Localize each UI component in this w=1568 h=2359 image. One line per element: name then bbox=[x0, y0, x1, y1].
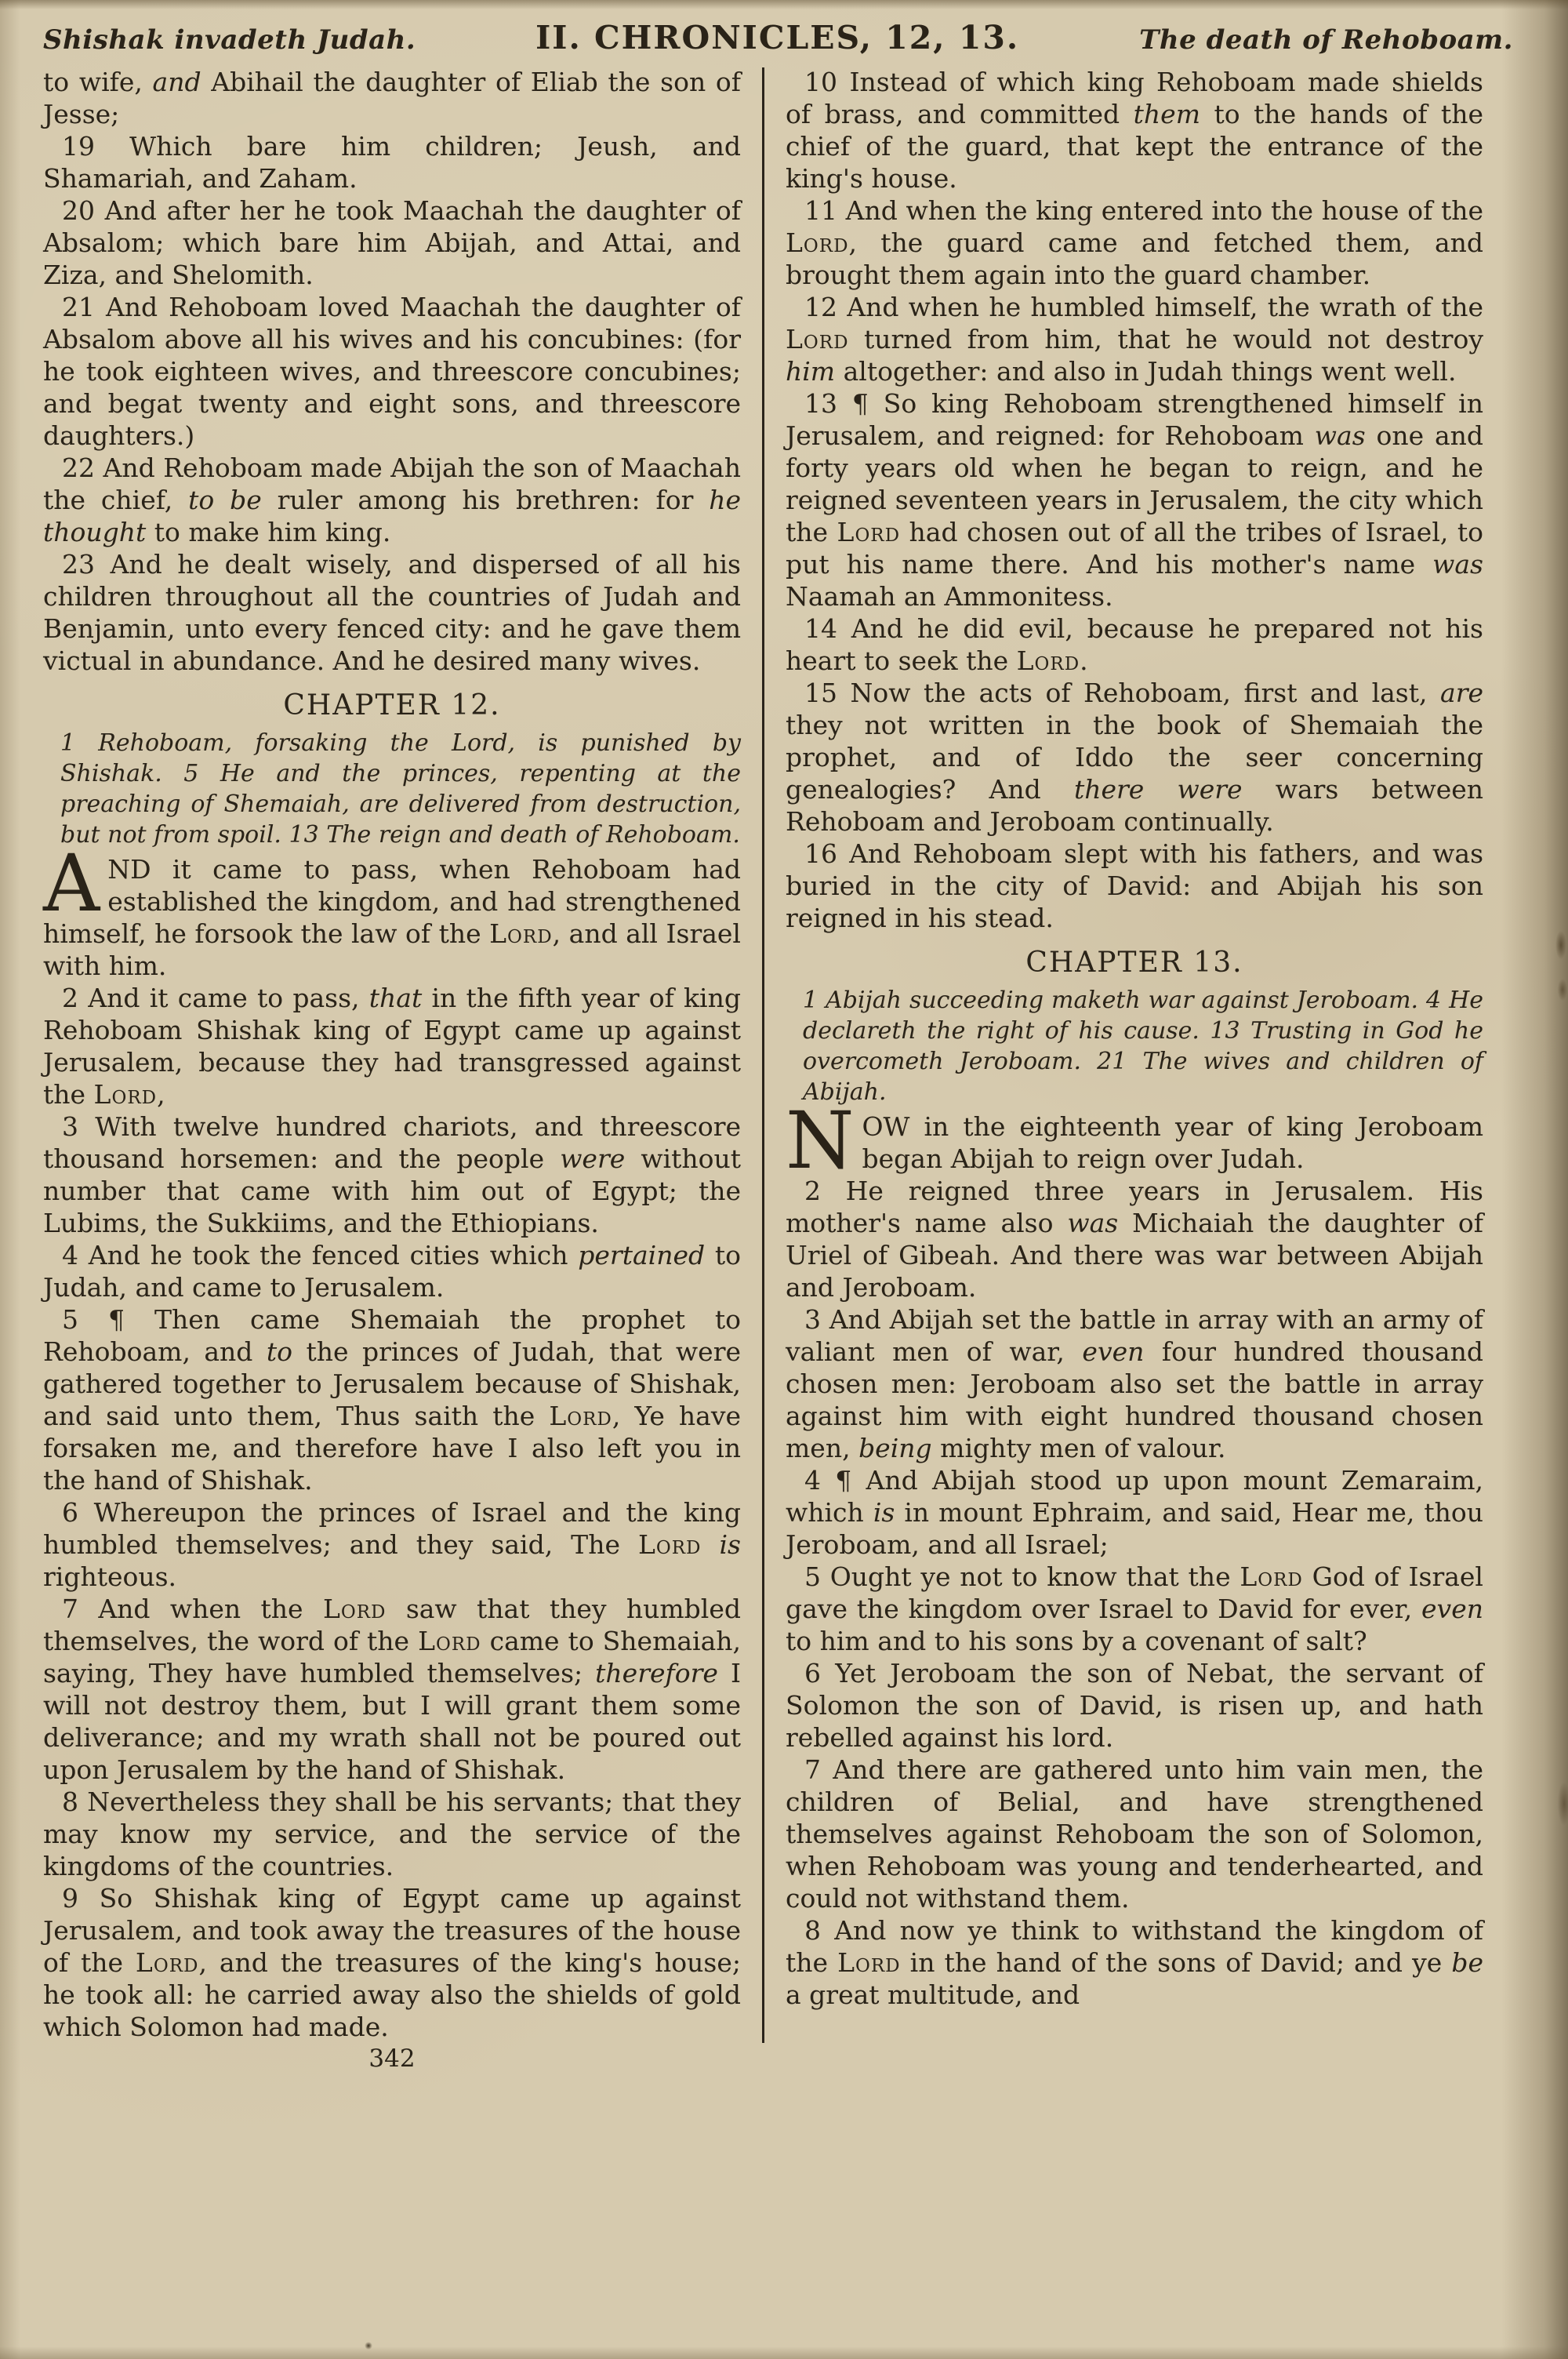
lord-smallcaps: Lord bbox=[1240, 1561, 1303, 1592]
lord-smallcaps: Lord bbox=[1016, 645, 1080, 676]
verse bbox=[43, 1496, 741, 1593]
text-run: 8 And now ye think to withstand the kingdom of the bbox=[786, 1915, 1483, 1978]
italic-run: was bbox=[1314, 420, 1366, 451]
page-title: II. CHRONICLES, 12, 13. bbox=[535, 19, 1020, 56]
text-run: God of Israel gave the kingdom over Israel to David for ever, bbox=[786, 1561, 1483, 1624]
text-run: righteous. bbox=[43, 1561, 177, 1592]
italic-run: is bbox=[719, 1529, 741, 1560]
italic-run: was bbox=[1432, 549, 1483, 580]
verse bbox=[786, 612, 1483, 677]
italic-run: him bbox=[786, 356, 836, 387]
text-run: 11 And when the king entered into the house of the bbox=[804, 195, 1483, 226]
text-run: OW in the eighteenth year of king Jeroboam began Abijah to reign over Judah. bbox=[862, 1111, 1483, 1174]
lord-smallcaps: Lord bbox=[489, 918, 553, 949]
right-column bbox=[786, 66, 1483, 2043]
text-run: in the hand of the sons of David; and ye bbox=[900, 1947, 1452, 1978]
lord-smallcaps: Lord bbox=[93, 1079, 158, 1110]
text-run: 5 ¶ Then came Shemaiah the prophet to Rehoboam, and bbox=[43, 1304, 741, 1367]
header-left-note: Shishak invadeth Judah. bbox=[43, 24, 416, 56]
text-run: , Ye have forsaken me, and therefore have I also left you in the hand of Shishak. bbox=[43, 1401, 742, 1496]
verse bbox=[786, 1561, 1483, 1657]
italic-run: was bbox=[1067, 1208, 1119, 1238]
lord-smallcaps: Lord bbox=[637, 1529, 702, 1560]
italic-run: were bbox=[560, 1143, 626, 1174]
italic-run: that bbox=[368, 983, 423, 1013]
text-run: 5 Ought ye not to know that the bbox=[804, 1561, 1240, 1592]
text-run: one and forty years old when he began to reign, and he reigned seventeen years in Jerusalem, the city which the bbox=[786, 420, 1483, 547]
text-run: 3 And Abijah set the battle in array with an army of valiant men of war, bbox=[786, 1304, 1483, 1367]
verse bbox=[786, 1657, 1483, 1754]
text-run: I will not destroy them, but I will grant them some deliverance; and my wrath shall not be poured out upon Jerusalem by the hand of Shishak. bbox=[43, 1658, 741, 1785]
text-run: ND it came to pass, when Rehoboam had established the kingdom, and had strengthened himself, he forsook the law of the bbox=[43, 854, 741, 949]
text-run: , the guard came and fetched them, and brought them again into the guard chamber. bbox=[786, 227, 1483, 290]
verse bbox=[786, 387, 1483, 612]
text-run: they not written in the book of Shemaiah the prophet, and of Iddo the seer concerning genealogies? And bbox=[786, 710, 1483, 805]
italic-run: there were bbox=[1073, 774, 1243, 805]
text-run: 16 And Rehoboam slept with his fathers, and was buried in the city of David: and Abijah his son reigned in his stead. bbox=[786, 838, 1483, 933]
text-run: 22 And Rehoboam made Abijah the son of Maachah the chief, bbox=[43, 453, 741, 515]
text-run: 7 And there are gathered unto him vain men, the children of Belial, and have strengthened themselves against Rehoboam the son of Solomon, when Rehoboam was young and tenderhearted, and could not withstand them. bbox=[786, 1754, 1483, 1914]
text-run: four hundred thousand chosen men: Jeroboam also set the battle in array against him with eight hundred thousand chosen men, bbox=[786, 1336, 1483, 1463]
text-run: altogether: and also in Judah things went well. bbox=[835, 356, 1457, 387]
verse bbox=[43, 1593, 741, 1786]
verse bbox=[43, 548, 741, 677]
text-run: Naamah an Ammonitess. bbox=[786, 581, 1113, 612]
italic-run: be bbox=[1451, 1947, 1483, 1978]
verse bbox=[43, 1110, 741, 1239]
lord-smallcaps: Lord bbox=[322, 1594, 387, 1624]
verse bbox=[43, 1303, 741, 1496]
italic-run: to bbox=[266, 1336, 293, 1367]
text-run: 4 ¶ And Abijah stood up upon mount Zemaraim, which bbox=[786, 1465, 1483, 1528]
text-run: 14 And he did evil, because he prepared not his heart to seek the bbox=[786, 613, 1483, 676]
text-columns bbox=[0, 56, 1568, 2043]
italic-run: is bbox=[873, 1497, 895, 1528]
verse bbox=[43, 1882, 741, 2043]
lord-smallcaps: Lord bbox=[786, 324, 849, 354]
text-run: , and all Israel with him. bbox=[43, 918, 741, 981]
italic-run: he thought bbox=[43, 485, 741, 547]
text-run: Michaiah the daughter of Uriel of Gibeah. And there was war between Abijah and Jeroboam. bbox=[786, 1208, 1483, 1303]
text-run: to him and to his sons by a covenant of salt? bbox=[786, 1626, 1367, 1656]
page-header bbox=[0, 0, 1568, 56]
verse bbox=[786, 1754, 1483, 1914]
chapter-heading: CHAPTER 13. bbox=[1025, 947, 1243, 979]
italic-run: even bbox=[1082, 1336, 1145, 1367]
text-run: came to Shemaiah, saying, They have humbled themselves; bbox=[43, 1626, 742, 1688]
verse bbox=[43, 130, 741, 194]
lord-smallcaps: Lord bbox=[418, 1626, 481, 1656]
text-run: a great multitude, and bbox=[786, 1979, 1080, 2010]
text-run: ruler among his brethren: for bbox=[261, 485, 710, 515]
verse bbox=[786, 1464, 1483, 1561]
italic-run: them bbox=[1133, 99, 1201, 129]
verse bbox=[786, 66, 1483, 194]
text-run: had chosen out of all the tribes of Israel, to put his name there. And his mother's name bbox=[786, 517, 1483, 580]
text-run: 10 Instead of which king Rehoboam made shields of brass, and committed bbox=[786, 67, 1483, 129]
text-run: 15 Now the acts of Rehoboam, first and last, bbox=[804, 678, 1441, 708]
dropcap-initial: A bbox=[43, 838, 100, 929]
text-run: to the hands of the chief of the guard, that kept the entrance of the king's house. bbox=[786, 99, 1483, 194]
verse bbox=[786, 1303, 1483, 1464]
text-run: 19 Which bare him children; Jeush, and Shamariah, and Zaham. bbox=[43, 131, 741, 194]
dropcap-initial: N bbox=[786, 1095, 855, 1187]
verse bbox=[43, 66, 741, 130]
text-run: . bbox=[1080, 645, 1088, 676]
italic-run: being bbox=[858, 1433, 932, 1463]
italic-run: to be bbox=[188, 485, 262, 515]
text-run: saw that they humbled themselves, the word of the bbox=[43, 1594, 741, 1656]
text-run: to Judah, and came to Jerusalem. bbox=[43, 1240, 741, 1303]
chapter-summary bbox=[43, 728, 741, 850]
text-run: 6 Whereupon the princes of Israel and the king humbled themselves; and they said, The bbox=[43, 1497, 741, 1560]
verse bbox=[43, 194, 741, 291]
text-run: to wife, bbox=[43, 67, 153, 97]
dropcap-verse bbox=[786, 1095, 1483, 1187]
italic-run: are bbox=[1440, 678, 1483, 708]
text-run: 12 And when he humbled himself, the wrath of the bbox=[804, 292, 1483, 322]
text-run: , and the treasures of the king's house; he took all: he carried away also the shields of gold which Solomon had made. bbox=[43, 1947, 741, 2042]
text-run: the princes of Judah, that were gathered together to Jerusalem because of Shishak, and said unto them, Thus saith the bbox=[43, 1336, 741, 1431]
italic-run: therefore bbox=[595, 1658, 718, 1688]
text-run: 13 ¶ So king Rehoboam strengthened himself in Jerusalem, and reigned: for Rehoboam bbox=[786, 388, 1483, 451]
text-run: 8 Nevertheless they shall be his servants; that they may know my service, and the service of the kingdoms of the countries. bbox=[43, 1787, 741, 1881]
italic-run: even bbox=[1421, 1594, 1483, 1624]
text-run: to make him king. bbox=[146, 517, 391, 547]
text-run: 20 And after her he took Maachah the daughter of Absalom; which bare him Abijah, and Attai, and Ziza, and Shelomith. bbox=[43, 195, 741, 290]
verse bbox=[786, 194, 1483, 291]
verse bbox=[43, 1239, 741, 1303]
text-run: 2 And it came to pass, bbox=[62, 983, 369, 1013]
text-run: 21 And Rehoboam loved Maachah the daughter of Absalom above all his wives and his concubines: (for he took eighteen wives, and threescore concubines; and begat twenty and eight sons, and threescore daughters.) bbox=[43, 292, 741, 451]
text-run: 7 And when the bbox=[62, 1594, 323, 1624]
chapter-heading: CHAPTER 12. bbox=[283, 689, 501, 722]
left-column bbox=[43, 66, 741, 2043]
verse bbox=[786, 1175, 1483, 1303]
text-run: wars between Rehoboam and Jeroboam continually. bbox=[786, 774, 1483, 837]
text-run: 4 And he took the fenced cities which bbox=[62, 1240, 579, 1270]
italic-run: 1 Abijah succeeding maketh war against Jeroboam. 4 He declareth the right of his cause. 13 Trusting in God he overcometh Jeroboam. 21 The wives and children of Abijah. bbox=[803, 987, 1483, 1106]
verse bbox=[43, 291, 741, 452]
page-number: 342 bbox=[368, 2045, 416, 2073]
text-run: in the fifth year of king Rehoboam Shishak king of Egypt came up against Jerusalem, because they had transgressed against the bbox=[43, 983, 741, 1110]
italic-run: pertained bbox=[578, 1240, 706, 1270]
verse bbox=[786, 677, 1483, 838]
text-run: without number that came with him out of Egypt; the Lubims, the Sukkiims, and the Ethiopians. bbox=[43, 1143, 742, 1238]
chapter-summary bbox=[786, 985, 1483, 1107]
verse bbox=[43, 1786, 741, 1882]
column-divider-rule bbox=[762, 67, 764, 2043]
text-run: in mount Ephraim, and said, Hear me, thou Jeroboam, and all Israel; bbox=[786, 1497, 1483, 1560]
text-run: mighty men of valour. bbox=[931, 1433, 1226, 1463]
italic-run: 1 Rehoboam, forsaking the Lord, is punished by Shishak. 5 He and the princes, repenting at the preaching of Shemaiah, are delivered from destruction, but not from spoil. 13 The reign and death of Rehoboam. bbox=[60, 729, 741, 849]
text-run bbox=[702, 1529, 720, 1560]
text-run: 9 So Shishak king of Egypt came up against Jerusalem, and took away the treasures of the house of the bbox=[43, 1883, 741, 1978]
text-run: Abihail the daughter of Eliab the son of Jesse; bbox=[43, 67, 741, 129]
text-run: 3 With twelve hundred chariots, and threescore thousand horsemen: and the people bbox=[43, 1111, 741, 1174]
lord-smallcaps: Lord bbox=[549, 1401, 612, 1431]
text-run: 6 Yet Jeroboam the son of Nebat, the servant of Solomon the son of David, is risen up, and hath rebelled against his lord. bbox=[786, 1658, 1483, 1753]
verse bbox=[786, 291, 1483, 387]
italic-run: and bbox=[152, 67, 201, 97]
lord-smallcaps: Lord bbox=[837, 1947, 901, 1978]
verse bbox=[43, 982, 741, 1110]
header-right-note: The death of Rehoboam. bbox=[1139, 24, 1513, 56]
lord-smallcaps: Lord bbox=[786, 227, 849, 258]
verse bbox=[786, 838, 1483, 934]
lord-smallcaps: Lord bbox=[837, 517, 901, 547]
lord-smallcaps: Lord bbox=[135, 1947, 199, 1978]
text-run: 2 He reigned three years in Jerusalem. His mother's name also bbox=[786, 1176, 1483, 1238]
verse bbox=[43, 452, 741, 548]
text-run: turned from him, that he would not destroy bbox=[848, 324, 1483, 354]
text-run: , bbox=[157, 1079, 165, 1110]
text-run: 23 And he dealt wisely, and dispersed of all his children throughout all the countries of Judah and Benjamin, unto every fenced city: and he gave them victual in abundance. And he desired many wives. bbox=[43, 549, 741, 676]
dropcap-verse bbox=[43, 838, 741, 982]
verse bbox=[786, 1914, 1483, 2011]
